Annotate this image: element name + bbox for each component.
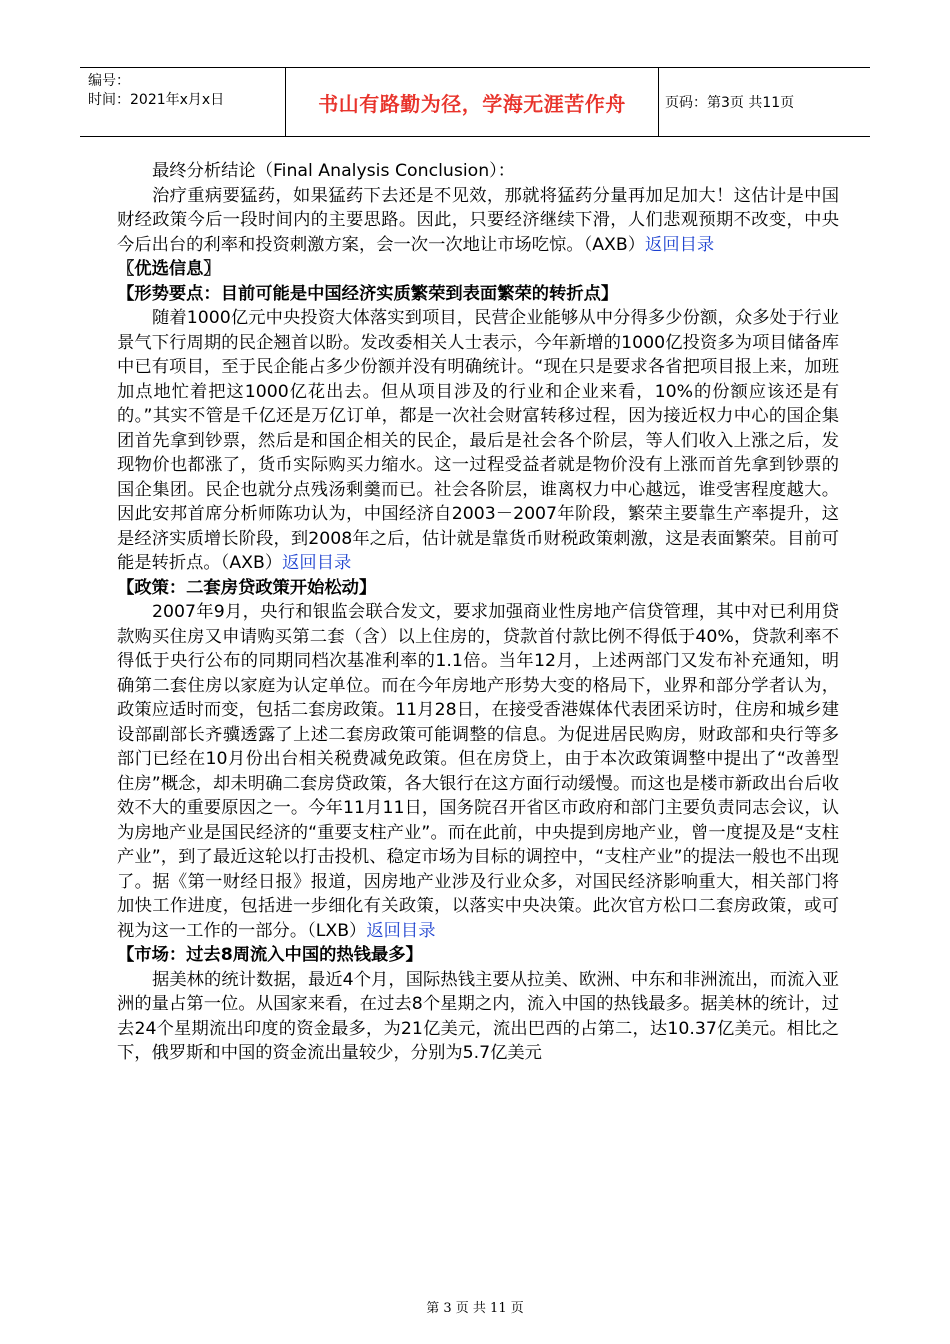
page-footer <box>0 1297 950 1316</box>
page-header <box>80 67 870 137</box>
policy-paragraph <box>117 600 839 943</box>
document-date-label: 时间：2021年x月x日 <box>88 92 225 108</box>
header-meta <box>80 68 285 136</box>
policy-text: 2007年9月，央行和银监会联合发文，要求加强商业性房地产信贷管理，其中对已利用贷款购买住房又申请购买第二套（含）以上住房的，贷款首付款比例不得低于40%，贷款利率不得低于央行公布的同期同档次基准利率的1.1倍。当年12月，上述两部门又发布补充通知，明确第二套住房以家庭为认定单位。而在今年房地产形势大变的格局下，业界和部分学者认为，政策应适时而变，包括二套房政策。11月28日，在接受香港媒体代表团采访时，住房和城乡建设部副部长齐骥透露了上述二套房政策可能调整的信息。为促进居民购房，财政部和央行等多部门已经在10月份出台相关税费减免政策。但在房贷上，由于本次政策调整中提出了“改善型住房”概念，却未明确二套房贷政策，各大银行在这方面行动缓慢。而这也是楼市新政出台后收效不大的重要原因之一。今年11月11日，国务院召开省区市政府和部门主要负责同志会议，认为房地产业是国民经济的“重要支柱产业”。而在此前，中央提到房地产业，曾一度提及是“支柱产业”，到了最近这轮以打击投机、稳定市场为目标的调控中，“支柱产业”的提法一般也不出现了。据《第一财经日报》报道，因房地产业涉及行业众多，对国民经济影响重大，相关部门将加快工作进度，包括进一步细化有关政策，以落实中央决策。此次官方松口二套房政策，或可视为这一工作的一部分。（LXB） <box>117 602 839 941</box>
section-tag: 〖优选信息〗 <box>117 259 221 279</box>
back-to-toc-link-2[interactable]: 返回目录 <box>282 553 352 573</box>
document-number-label: 编号： <box>88 73 130 89</box>
situation-text: 随着1000亿元中央投资大体落实到项目，民营企业能够从中分得多少份额，众多处于行业景气下行周期的民企翘首以盼。发改委相关人士表示，今年新增的1000亿投资多为项目储备库中已有项目，至于民企能占多少份额并没有明确统计。“现在只是要求各省把项目报上来，加班加点地忙着把这1000亿花出去。但从项目涉及的行业和企业来看，10%的份额应该还是有的。”其实不管是千亿还是万亿订单，都是一次社会财富转移过程，因为接近权力中心的国企集团首先拿到钞票，然后是和国企相关的民企，最后是社会各个阶层，等人们收入上涨之后，发现物价也都涨了，货币实际购买力缩水。这一过程受益者就是物价没有上涨而首先拿到钞票的国企集团。民企也就分点残汤剩羹而已。社会各阶层，谁离权力中心越远，谁受害程度越大。因此安邦首席分析师陈功认为，中国经济自2003－2007年阶段，繁荣主要靠生产率提升，这是经济实质增长阶段，到2008年之后，估计就是靠货币财税政策刺激，这是表面繁荣。目前可能是转折点。（AXB） <box>117 308 839 573</box>
header-page-info-cell <box>659 68 870 136</box>
heading-policy: 【政策：二套房贷政策开始松动】 <box>117 577 377 598</box>
conclusion-paragraph <box>117 184 839 258</box>
situation-paragraph <box>117 306 839 576</box>
conclusion-title: 最终分析结论（Final Analysis Conclusion）： <box>152 161 516 181</box>
heading-market: 【市场：过去8周流入中国的热钱最多】 <box>117 945 423 965</box>
header-page-info: 页码：第3页 共11页 <box>665 95 795 111</box>
header-motto-cell <box>285 68 659 136</box>
back-to-toc-link-3[interactable]: 返回目录 <box>366 920 436 941</box>
heading-situation: 【形势要点：目前可能是中国经济实质繁荣到表面繁荣的转折点】 <box>117 283 619 304</box>
back-to-toc-link-1[interactable]: 返回目录 <box>645 234 715 255</box>
conclusion-text: 治疗重病要猛药，如果猛药下去还是不见效，那就将猛药分量再加足加大！这估计是中国财经政策今后一段时间内的主要思路。因此，只要经济继续下滑，人们悲观预期不改变，中央今后出台的利率和投资刺激方案，会一次一次地让市场吃惊。（AXB） <box>117 185 839 255</box>
document-body <box>117 159 839 1066</box>
header-motto: 书山有路勤为径，学海无涯苦作舟 <box>318 91 626 116</box>
market-paragraph: 据美林的统计数据，最近4个月，国际热钱主要从拉美、欧洲、中东和非洲流出，而流入亚洲的量占第一位。从国家来看，在过去8个星期之内，流入中国的热钱最多。据美林的统计，过去24个星期流出印度的资金最多，为21亿美元，流出巴西的占第二，达10.37亿美元。相比之下，俄罗斯和中国的资金流出量较少，分别为5.7亿美元 <box>117 969 839 1063</box>
footer-page-number: 第 3 页 共 11 页 <box>426 1301 524 1316</box>
